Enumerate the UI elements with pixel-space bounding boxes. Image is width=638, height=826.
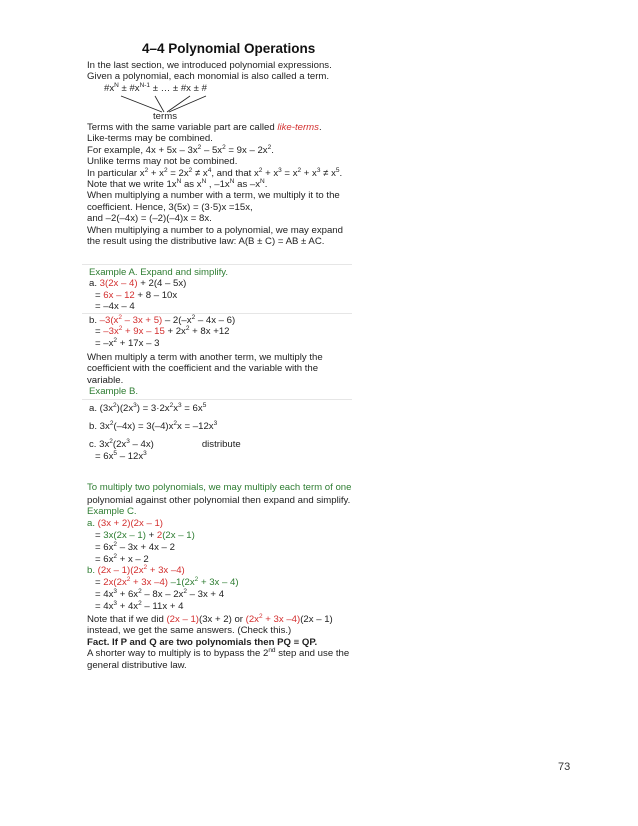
term-mult-line-3: variable. [87, 374, 124, 386]
example-c-part-b: b. $(2x - 1)(2x^2 + 3x$ –4) [87, 564, 185, 577]
like-terms-line-9: and –2(–4x) = (–2)(–4)x = 8x. [87, 213, 212, 225]
example-a-part-a-step-3: = –4x – 4 [95, 301, 135, 313]
closing-line-4: A shorter way to multiply is to bypass the 2nd step and use the [87, 647, 350, 660]
example-a-heading: Example A. Expand and simplify. [89, 267, 229, 278]
divider [82, 399, 352, 400]
intro-line-2: Given a polynomial, each monomial is also called a term. [87, 71, 330, 83]
closing-block [87, 614, 349, 671]
example-c-part-a-step-3: = $6x^2 - 3x + 4x - 2$ [95, 540, 175, 553]
like-terms-line-11: the result using the distributive law: A(B ± C) = AB ± AC. [87, 235, 325, 247]
example-a-part-b-step-2: = $-3x^2 + 9x - 15 + 2x^2 + 8x +12$ [95, 325, 230, 338]
example-a-part-b-step-3: = $-x^2 + 17x - 3$ [95, 336, 160, 349]
example-a [89, 267, 228, 313]
example-c-part-a-step-4: = $6x^2 + x - 2$ [95, 552, 149, 565]
example-b-part-a: a. $(3x^2)(2x^3) = 3\cdot 2x^2x^3 = 6x^5$ [89, 402, 207, 414]
example-c [87, 506, 239, 613]
example-c-part-b-step-4: = $4x^3 + 4x^2 - 11x + 4$ [95, 600, 184, 613]
distribute-note: distribute [201, 439, 241, 450]
term-mult-line-2: coefficient with the coefficient and the variable with the [87, 363, 319, 375]
intro-line-1: In the last section, we introduced polynomial expressions. [87, 60, 332, 71]
divider [82, 264, 352, 265]
like-terms-line-4: Unlike terms may not be combined. [87, 156, 238, 168]
like-terms-block [87, 122, 343, 247]
example-c-part-a-step-2: = 3x(2x – 1) + 2(2x – 1) [95, 529, 195, 541]
two-poly-line-1: To multiply two polynomials, we may multiply each term of one [87, 482, 352, 493]
term-mult-line-1: When multiply a term with another term, we multiply the [87, 352, 323, 363]
like-terms-line-8: coefficient. Hence, 3(5x) = (3·5)x =15x, [87, 201, 253, 213]
like-terms-line-7: When multiplying a number with a term, we multiply it to the [87, 190, 340, 202]
example-c-part-b-step-3: = $4x^3 + 6x^2 - 8x - 2x^2 - 3x + 4$ [95, 588, 225, 601]
closing-line-1: Note that if we did (2x – 1)(3x + 2) or ($2x^2 + 3x$ –4)(2x – 1) [87, 613, 333, 625]
polynomial-form: $\#x^N$ ± $\#x^{N-1}$ ± … ± #x ± # [104, 81, 207, 94]
like-terms-line-1: Terms with the same variable part are called like-terms. [87, 122, 322, 133]
page-number: 73 [558, 761, 571, 773]
like-terms-line-6: Note that we write $1x^N$ as $x^N$ , $-1x^N$ as $-x^N$. [87, 177, 268, 190]
example-a-part-a: a. 3(2x – 4) + 2(4 – 5x) [89, 278, 187, 290]
example-b-heading: Example B. [89, 386, 139, 398]
example-a-part-a-step-2: = 6x – 12 + 8 – 10x [95, 289, 178, 301]
like-terms-line-2: Like-terms may be combined. [87, 133, 213, 145]
example-b-part-c-step-2: = $6x^5 - 12x^3$ [95, 450, 147, 462]
like-terms-line-5: In particular $x^2 + x^2 = 2x^2 \ne x^4$, and that $x^2 + x^3 = x^2 + x^3 \ne x^5$. [87, 166, 343, 179]
fact-statement: Fact. If P and Q are two polynomials then PQ ≡ QP. [87, 636, 318, 648]
example-a-part-b-line: b. $-3(x^2 - 3x + 5) - 2(-x^2 - 4x - 6)$ [89, 314, 236, 326]
two-polynomials-block [87, 481, 351, 507]
like-terms-line-3: For example, $4x + 5x - 3x^2 - 5x^2 = 9x - 2x^2$. [87, 143, 274, 156]
terms-label: terms [153, 111, 177, 122]
page-title: 4–4 Polynomial Operations [142, 41, 316, 56]
two-poly-line-2: polynomial against other polynomial then expand and simplify. [87, 495, 351, 507]
divider [82, 313, 352, 314]
term-multiplication-block [87, 352, 323, 398]
example-b-part-c: c. $3x^2(2x^3 - 4x)$ distribute [89, 438, 241, 450]
example-b [89, 402, 241, 461]
closing-line-5: general distributive law. [87, 659, 187, 671]
closing-line-2: instead, we get the same answers. (Check this.) [87, 625, 292, 637]
like-terms-line-10: When multiplying a number to a polynomial, we may expand [87, 224, 343, 236]
example-c-part-a: a. (3x + 2)(2x – 1) [87, 517, 163, 529]
example-a-part-b [89, 315, 235, 349]
example-c-heading: Example C. [87, 506, 137, 517]
example-c-part-b-step-2: = $2x(2x^2 + 3x$ –4) $-1(2x^2 + 3x - 4)$ [95, 576, 239, 589]
example-b-part-b: b. $3x^2(-4x) = 3(-4)x^2x = -12x^3$ [89, 420, 218, 432]
